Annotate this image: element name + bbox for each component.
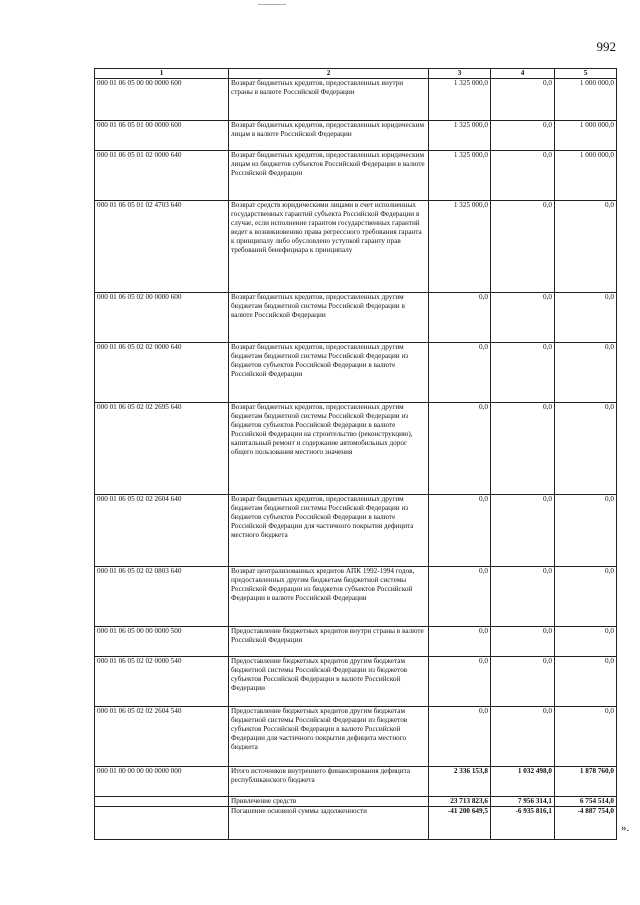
value-col-4-cell: 0,0 bbox=[491, 201, 555, 293]
header-col-5: 5 bbox=[555, 69, 617, 79]
header-col-2: 2 bbox=[229, 69, 429, 79]
table-row bbox=[95, 567, 617, 627]
value-col-4-cell: 0,0 bbox=[491, 707, 555, 767]
value-col-5-cell: 6 754 514,0 bbox=[555, 797, 617, 807]
name-cell: Возврат средств юридическими лицами в счет исполненных государственных гарантий субъекта Российской Федерации в случае, если исполнение гарантом государственных гарантий ведет к возникновению права регрессного требования гаранта к принципалу либо обусловлено уступкой гаранту прав требований бенефициара к принципалу bbox=[229, 201, 429, 293]
value-col-4-cell: 0,0 bbox=[491, 121, 555, 151]
name-cell: Погашение основной суммы задолженности bbox=[229, 807, 429, 840]
value-col-3-cell: 0,0 bbox=[429, 293, 491, 343]
value-col-5-cell: 0,0 bbox=[555, 343, 617, 403]
name-cell: Возврат бюджетных кредитов, предоставленных другим бюджетам бюджетной системы Российской Федерации в валюте Российской Федерации bbox=[229, 293, 429, 343]
name-cell: Возврат бюджетных кредитов, предоставленных другим бюджетам бюджетной системы Российской Федерации из бюджетов субъектов Российской Федерации в валюте Российской Федерации на строительство (реконструкцию), капитальный ремонт и содержание автомобильных дорог общего пользования местного значения bbox=[229, 403, 429, 495]
value-col-3-cell: 1 325 000,0 bbox=[429, 151, 491, 201]
value-col-4-cell: 0,0 bbox=[491, 567, 555, 627]
code-cell: 000 01 06 05 02 00 0000 600 bbox=[95, 293, 229, 343]
value-col-4-cell: 0,0 bbox=[491, 495, 555, 567]
value-col-3-cell: 1 325 000,0 bbox=[429, 201, 491, 293]
value-col-4-cell: -6 935 816,1 bbox=[491, 807, 555, 840]
value-col-4-cell: 0,0 bbox=[491, 79, 555, 121]
code-cell: 000 01 06 05 00 00 0000 500 bbox=[95, 627, 229, 657]
value-col-4-cell: 0,0 bbox=[491, 657, 555, 707]
value-col-3-cell: 0,0 bbox=[429, 627, 491, 657]
value-col-3-cell: 23 713 823,6 bbox=[429, 797, 491, 807]
value-col-3-cell: 0,0 bbox=[429, 707, 491, 767]
code-cell: 000 01 06 05 02 02 2604 540 bbox=[95, 707, 229, 767]
name-cell: Возврат бюджетных кредитов, предоставленных юридическим лицам из бюджетов субъектов Российской Федерации в валюте Российской Федерации bbox=[229, 151, 429, 201]
budget-sources-table bbox=[94, 68, 617, 840]
code-cell: 000 01 06 05 01 02 0000 640 bbox=[95, 151, 229, 201]
code-cell: 000 01 06 05 02 02 2695 640 bbox=[95, 403, 229, 495]
name-cell: Итого источников внутреннего финансирования дефицита республиканского бюджета bbox=[229, 767, 429, 797]
value-col-4-cell: 0,0 bbox=[491, 343, 555, 403]
value-col-5-cell: 0,0 bbox=[555, 657, 617, 707]
table-row bbox=[95, 201, 617, 293]
value-col-5-cell: 0,0 bbox=[555, 403, 617, 495]
table-row bbox=[95, 495, 617, 567]
closing-quote: ». bbox=[621, 822, 630, 834]
code-cell: 000 01 06 05 00 00 0000 600 bbox=[95, 79, 229, 121]
value-col-3-cell: 0,0 bbox=[429, 403, 491, 495]
value-col-5-cell: 1 000 000,0 bbox=[555, 121, 617, 151]
value-col-3-cell: -41 200 649,5 bbox=[429, 807, 491, 840]
name-cell: Возврат бюджетных кредитов, предоставленных внутри страны в валюте Российской Федерации bbox=[229, 79, 429, 121]
value-col-5-cell: -4 887 754,0 bbox=[555, 807, 617, 840]
value-col-4-cell: 7 956 314,1 bbox=[491, 797, 555, 807]
table-header-row bbox=[95, 69, 617, 79]
value-col-4-cell: 0,0 bbox=[491, 293, 555, 343]
value-col-5-cell: 0,0 bbox=[555, 567, 617, 627]
value-col-4-cell: 0,0 bbox=[491, 403, 555, 495]
code-cell: 000 01 06 05 02 02 0803 640 bbox=[95, 567, 229, 627]
table-row bbox=[95, 767, 617, 797]
page-number: 992 bbox=[596, 39, 616, 54]
table-row bbox=[95, 403, 617, 495]
code-cell: 000 01 06 05 02 02 2604 640 bbox=[95, 495, 229, 567]
value-col-5-cell: 1 000 000,0 bbox=[555, 151, 617, 201]
value-col-4-cell: 0,0 bbox=[491, 627, 555, 657]
code-cell: 000 01 06 05 01 00 0000 600 bbox=[95, 121, 229, 151]
value-col-5-cell: 0,0 bbox=[555, 293, 617, 343]
name-cell: Предоставление бюджетных кредитов другим бюджетам бюджетной системы Российской Федерации из бюджетов субъектов Российской Федерации в валюте Российской Федерации для частичного покрытия дефицита местного бюджета bbox=[229, 707, 429, 767]
value-col-3-cell: 0,0 bbox=[429, 567, 491, 627]
value-col-5-cell: 0,0 bbox=[555, 707, 617, 767]
name-cell: Возврат централизованных кредитов АПК 1992-1994 годов, предоставленных другим бюджетам бюджетной системы Российской Федерации из бюджетов субъектов Российской Федерации в валюте Российской Федерации bbox=[229, 567, 429, 627]
table-row bbox=[95, 121, 617, 151]
value-col-3-cell: 1 325 000,0 bbox=[429, 121, 491, 151]
table-row bbox=[95, 797, 617, 807]
value-col-5-cell: 1 000 000,0 bbox=[555, 79, 617, 121]
value-col-5-cell: 1 878 760,0 bbox=[555, 767, 617, 797]
value-col-5-cell: 0,0 bbox=[555, 495, 617, 567]
code-cell: 000 01 06 05 02 02 0000 640 bbox=[95, 343, 229, 403]
header-col-3: 3 bbox=[429, 69, 491, 79]
name-cell: Привлечение средств bbox=[229, 797, 429, 807]
table-row bbox=[95, 343, 617, 403]
name-cell: Возврат бюджетных кредитов, предоставленных другим бюджетам бюджетной системы Российской Федерации из бюджетов субъектов Российской Федерации в валюте Российской Федерации bbox=[229, 343, 429, 403]
name-cell: Возврат бюджетных кредитов, предоставленных юридическим лицам в валюте Российской Федерации bbox=[229, 121, 429, 151]
table-row bbox=[95, 151, 617, 201]
code-cell: 000 01 06 05 01 02 4703 640 bbox=[95, 201, 229, 293]
table-row bbox=[95, 807, 617, 840]
value-col-3-cell: 2 336 153,8 bbox=[429, 767, 491, 797]
value-col-3-cell: 0,0 bbox=[429, 495, 491, 567]
code-cell: 000 01 00 00 00 00 0000 000 bbox=[95, 767, 229, 797]
value-col-4-cell: 1 032 498,0 bbox=[491, 767, 555, 797]
value-col-5-cell: 0,0 bbox=[555, 201, 617, 293]
value-col-4-cell: 0,0 bbox=[491, 151, 555, 201]
table-row bbox=[95, 707, 617, 767]
scan-mark bbox=[258, 4, 286, 5]
table-row bbox=[95, 293, 617, 343]
name-cell: Предоставление бюджетных кредитов внутри страны в валюте Российской Федерации bbox=[229, 627, 429, 657]
header-col-4: 4 bbox=[491, 69, 555, 79]
value-col-3-cell: 1 325 000,0 bbox=[429, 79, 491, 121]
table-row bbox=[95, 627, 617, 657]
code-cell bbox=[95, 807, 229, 840]
code-cell: 000 01 06 05 02 02 0000 540 bbox=[95, 657, 229, 707]
name-cell: Предоставление бюджетных кредитов другим бюджетам бюджетной системы Российской Федерации из бюджетов субъектов Российской Федерации в валюте Российской Федерации bbox=[229, 657, 429, 707]
value-col-5-cell: 0,0 bbox=[555, 627, 617, 657]
value-col-3-cell: 0,0 bbox=[429, 343, 491, 403]
name-cell: Возврат бюджетных кредитов, предоставленных другим бюджетам бюджетной системы Российской Федерации из бюджетов субъектов Российской Федерации в валюте Российской Федерации для частичного покрытия дефицита местного бюджета bbox=[229, 495, 429, 567]
table-row bbox=[95, 657, 617, 707]
value-col-3-cell: 0,0 bbox=[429, 657, 491, 707]
header-col-1: 1 bbox=[95, 69, 229, 79]
code-cell bbox=[95, 797, 229, 807]
table-row bbox=[95, 79, 617, 121]
